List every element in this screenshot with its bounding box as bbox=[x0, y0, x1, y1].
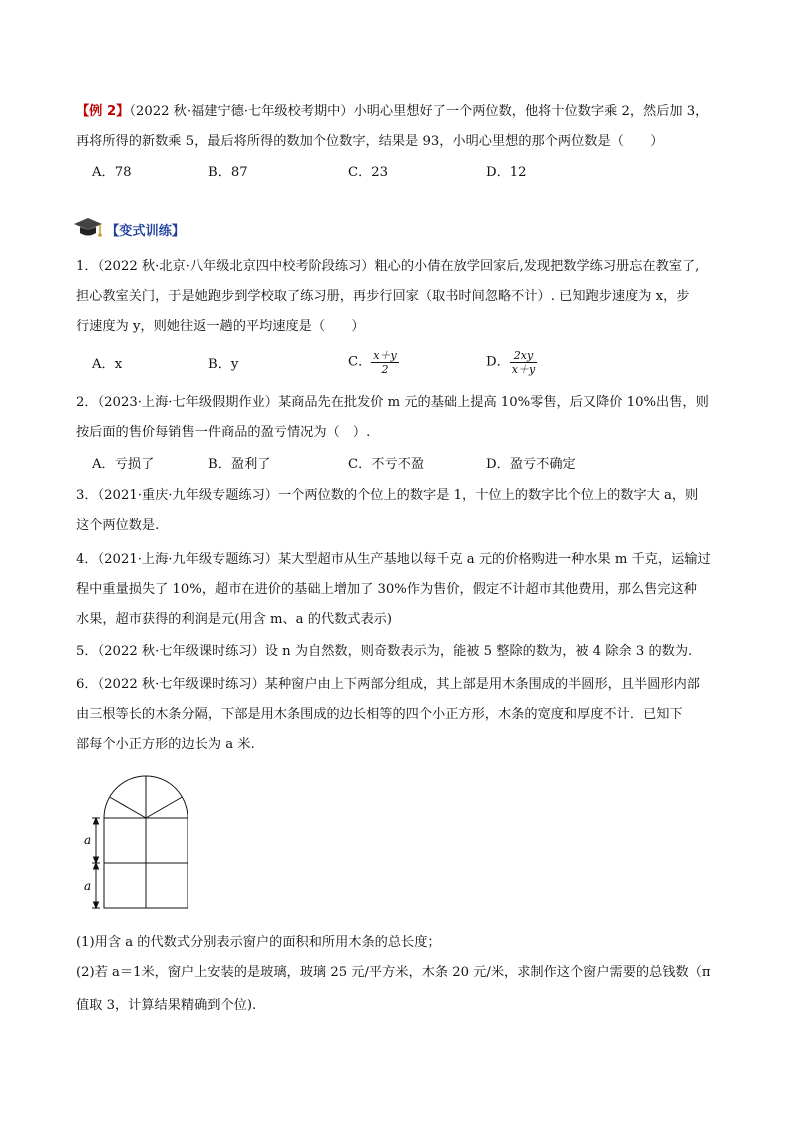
section-title: 【变式训练】 bbox=[106, 224, 186, 239]
q2-option-b[interactable]: B．盈利了 bbox=[208, 457, 271, 472]
q6-line-2: 由三根等长的木条分隔，下部是用木条围成的边长相等的四个小正方形，木条的宽度和厚度不计．已知下 bbox=[76, 707, 683, 722]
q1-option-d-denominator: x＋y bbox=[511, 363, 536, 376]
q4-line-2: 程中重量损失了 10%，超市在进价的基础上增加了 30%作为售价，假定不计超市其他费用，那么售完这种 bbox=[76, 582, 697, 597]
window-figure bbox=[78, 770, 188, 920]
example-line-2: 再将所得的新数乘 5，最后将所得的数加个位数字，结果是 93，小明心里想的那个两位数是（ ） bbox=[76, 134, 664, 149]
q1-option-d-fraction bbox=[510, 349, 537, 376]
graduation-cap-icon bbox=[72, 215, 104, 241]
q1-option-d-label: D． bbox=[486, 354, 510, 370]
q2-option-a[interactable]: A．亏损了 bbox=[92, 457, 155, 472]
q4-line-3: 水果，超市获得的利润是元(用含 m、a 的代数式表示) bbox=[76, 612, 392, 627]
q6-sub-2-line-1: (2)若 a＝1米，窗户上安装的是玻璃，玻璃 25 元/平方米，木条 20 元/米，求制作这个窗户需要的总钱数（π bbox=[76, 965, 711, 980]
q1-line-3: 行速度为 y，则她往返一趟的平均速度是（ ） bbox=[76, 319, 365, 334]
q6-sub-2-line-2: 值取 3，计算结果精确到个位). bbox=[76, 998, 257, 1013]
window-spoke-right bbox=[146, 797, 182, 818]
q1-option-d-numerator: 2xy bbox=[510, 349, 537, 363]
example-option-c[interactable]: C．23 bbox=[348, 165, 389, 180]
example-tag: 【例 2】 bbox=[76, 104, 130, 119]
q2-option-d[interactable]: D．盈亏不确定 bbox=[486, 457, 576, 472]
q1-option-d[interactable] bbox=[486, 349, 537, 376]
example-text: 小明心里想好了一个两位数，他将十位数字乘 2，然后加 3， bbox=[353, 104, 709, 119]
q1-option-c-label: C． bbox=[348, 354, 372, 370]
q3-line-1: 3．（2021·重庆·九年级专题练习）一个两位数的个位上的数字是 1，十位上的数字比个位上的数字大 a，则 bbox=[76, 488, 699, 503]
example-option-a[interactable]: A．78 bbox=[92, 165, 132, 180]
q3-line-2: 这个两位数是. bbox=[76, 518, 160, 533]
q2-line-1: 2．（2023·上海·七年级假期作业）某商品先在批发价 m 元的基础上提高 10%零售，后又降价 10%出售，则 bbox=[76, 395, 709, 410]
q2-option-c[interactable]: C．不亏不盈 bbox=[348, 457, 425, 472]
q5-line-1: 5．（2022 秋·七年级课时练习）设 n 为自然数，则奇数表示为，能被 5 整除的数为，被 4 除余 3 的数为. bbox=[76, 644, 693, 659]
window-spoke-left bbox=[110, 797, 146, 818]
q1-line-1: 1．（2022 秋·北京·八年级北京四中校考阶段练习）粗心的小倩在放学回家后,发现把数学练习册忘在教室了, bbox=[76, 259, 700, 274]
figure-label-a-bottom: a bbox=[84, 879, 92, 893]
example-option-b[interactable]: B．87 bbox=[208, 165, 248, 180]
example-line-1 bbox=[76, 103, 708, 121]
q4-line-1: 4．（2021·上海·九年级专题练习）某大型超市从生产基地以每千克 a 元的价格购进一种水果 m 千克，运输过 bbox=[76, 552, 711, 567]
example-option-d[interactable]: D．12 bbox=[486, 165, 527, 180]
figure-label-a-top: a bbox=[84, 833, 92, 847]
q1-option-c-denominator: 2 bbox=[381, 363, 389, 376]
q6-line-3: 部每个小正方形的边长为 a 米. bbox=[76, 737, 255, 752]
q6-line-1: 6．（2022 秋·七年级课时练习）某种窗户由上下两部分组成，其上部是用木条围成的半圆形，且半圆形内部 bbox=[76, 677, 700, 692]
q1-option-a[interactable]: A．x bbox=[92, 357, 123, 372]
q1-option-b[interactable]: B．y bbox=[208, 357, 239, 372]
q6-sub-1: (1)用含 a 的代数式分别表示窗户的面积和所用木条的总长度； bbox=[76, 935, 441, 950]
q2-line-2: 按后面的售价每销售一件商品的盈亏情况为（ ）. bbox=[76, 425, 371, 440]
q1-option-c-numerator: x＋y bbox=[373, 349, 397, 362]
q1-option-c[interactable] bbox=[348, 349, 399, 376]
example-source: （2022 秋·福建宁德·七年级校考期中） bbox=[129, 104, 354, 119]
q1-line-2: 担心教室关门，于是她跑步到学校取了练习册，再步行回家（取书时间忽略不计）. 已知跑步速度为 x，步 bbox=[76, 289, 690, 304]
q1-option-c-fraction bbox=[371, 349, 398, 376]
